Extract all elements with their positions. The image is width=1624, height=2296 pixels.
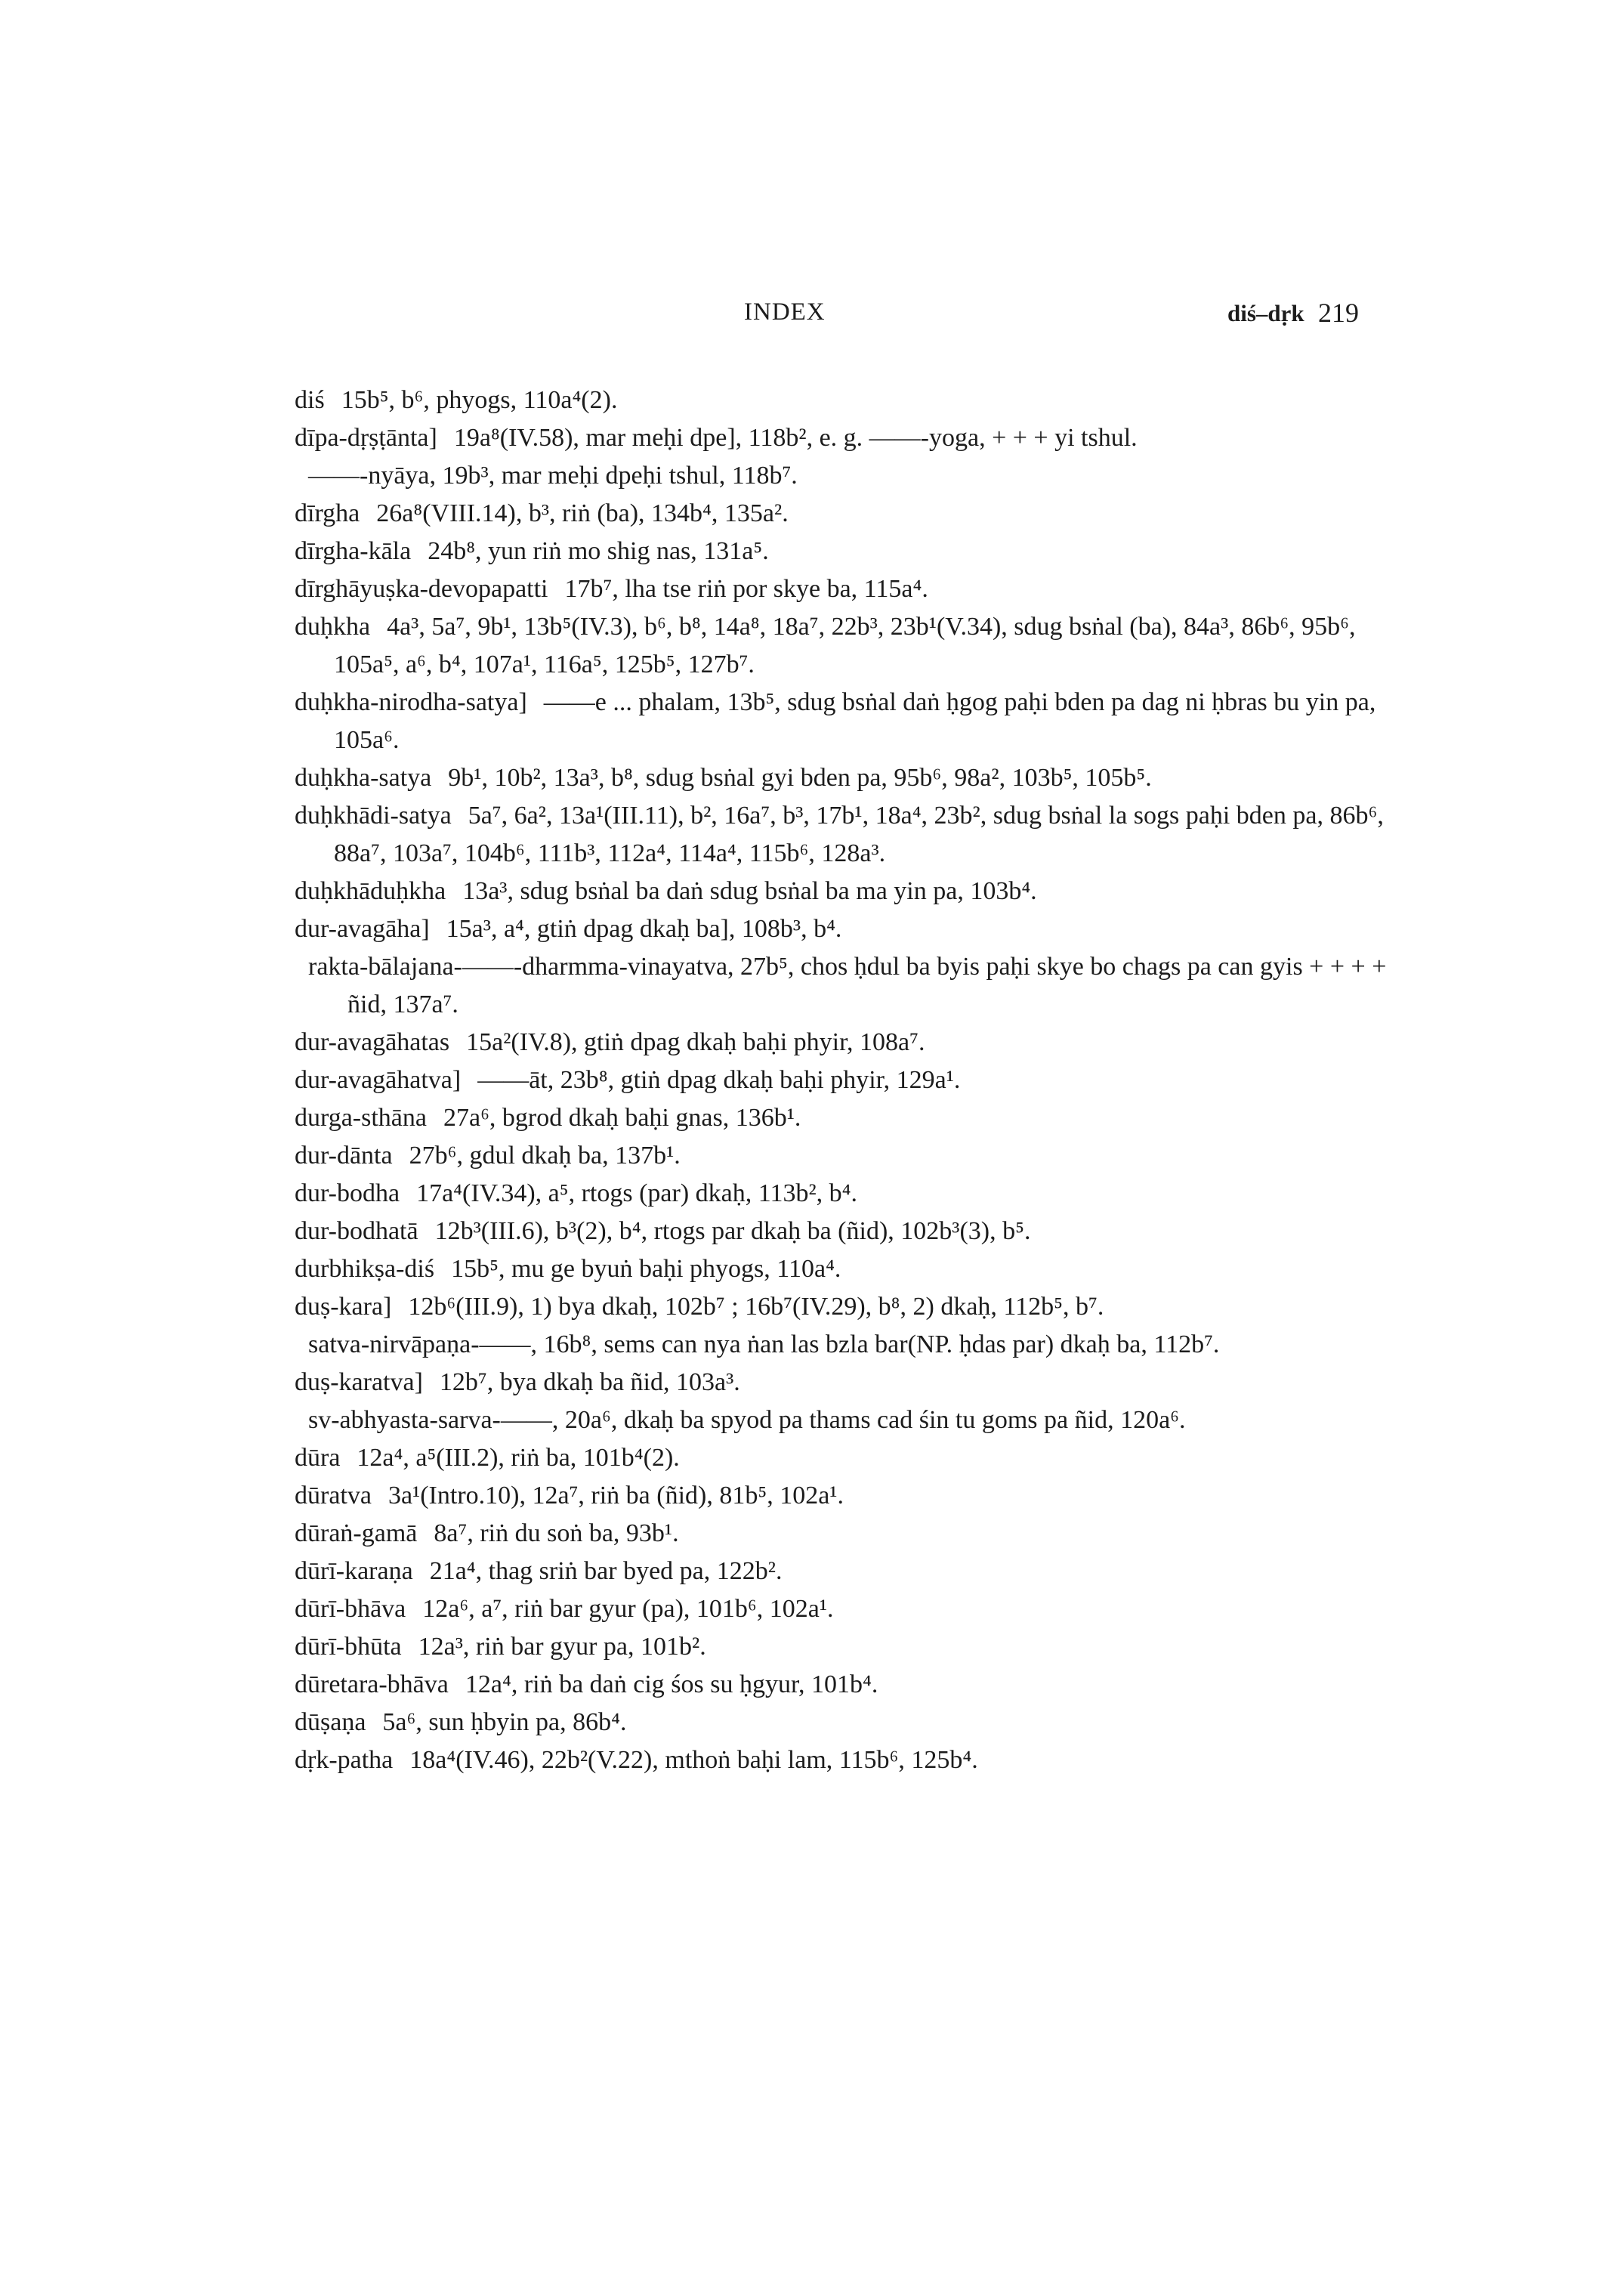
entry-references: 18a⁴(IV.46), 22b²(V.22), mthoṅ baḥi lam, 115b⁶, 125b⁴. (409, 1746, 978, 1774)
entry-headword: duṣ-karatva] (295, 1368, 423, 1396)
index-entry (295, 797, 1397, 873)
entry-references: 8a⁷, riṅ du soṅ ba, 93b¹. (434, 1519, 679, 1547)
index-entry (295, 1590, 1397, 1628)
entry-references: 27a⁶, bgrod dkaḥ baḥi gnas, 136b¹. (443, 1104, 801, 1132)
index-entry (295, 1288, 1397, 1326)
entry-references: 27b⁶, gdul dkaḥ ba, 137b¹. (409, 1142, 681, 1170)
entry-headword: duḥkha-satya (295, 764, 432, 792)
running-title: INDEX (744, 298, 826, 326)
index-entry (295, 910, 1397, 948)
entry-headword: dīrgha-kāla (295, 537, 412, 565)
entry-headword: dūretara-bhāva (295, 1670, 449, 1698)
index-subentry (295, 457, 1397, 495)
entry-references: 15b⁵, b⁶, phyogs, 110a⁴(2). (341, 386, 618, 414)
index-entry (295, 1213, 1397, 1250)
entry-references: 5a⁶, sun ḥbyin pa, 86b⁴. (382, 1708, 627, 1736)
entry-references: 24b⁸, yun riṅ mo shig nas, 131a⁵. (428, 537, 769, 565)
entry-references: 12b⁷, bya dkaḥ ba ñid, 103a³. (439, 1368, 740, 1396)
entry-references: 12a⁴, riṅ ba daṅ cig śos su ḥgyur, 101b⁴. (465, 1670, 878, 1698)
index-entry (295, 759, 1397, 797)
index-entry (295, 1250, 1397, 1288)
entry-headword: duḥkha (295, 613, 371, 641)
index-entry (295, 608, 1397, 684)
entry-headword: duṣ-kara] (295, 1293, 392, 1321)
entry-references: 21a⁴, thag sriṅ bar byed pa, 122b². (429, 1557, 783, 1585)
entry-references: 15a²(IV.8), gtiṅ dpag dkaḥ baḥi phyir, 108a⁷. (466, 1028, 925, 1056)
index-subentry (295, 948, 1397, 1024)
entry-references: ——āt, 23b⁸, gtiṅ dpag dkaḥ baḥi phyir, 129a¹. (477, 1066, 961, 1094)
index-entry (295, 873, 1397, 910)
index-entry (295, 1137, 1397, 1175)
index-entry (295, 1175, 1397, 1213)
entry-references: 15a³, a⁴, gtiṅ dpag dkaḥ ba], 108b³, b⁴. (446, 915, 842, 943)
entry-references: 3a¹(Intro.10), 12a⁷, riṅ ba (ñid), 81b⁵, 102a¹. (387, 1482, 844, 1510)
entry-headword: durbhikṣa-diś (295, 1255, 435, 1283)
entry-headword: dur-bodha (295, 1179, 400, 1207)
entry-references: 17a⁴(IV.34), a⁵, rtogs (par) dkaḥ, 113b², b⁴. (416, 1179, 858, 1207)
index-entry (295, 419, 1397, 457)
entry-references: sv-abhyasta-sarva-——, 20a⁶, dkaḥ ba spyod pa thams cad śin tu goms pa ñid, 120a⁶. (308, 1406, 1186, 1434)
index-entry (295, 684, 1397, 759)
entry-references: 19a⁸(IV.58), mar meḥi dpe], 118b², e. g. ——-yoga, + + + yi tshul. (453, 424, 1138, 452)
index-entries (295, 382, 1397, 1779)
entry-headword: duḥkhādi-satya (295, 802, 452, 830)
entry-headword: dur-avagāhatas (295, 1028, 450, 1056)
index-entry (295, 1477, 1397, 1515)
entry-references: ——e ... phalam, 13b⁵, sdug bsṅal daṅ ḥgog paḥi bden pa dag ni ḥbras bu yin pa, 105a⁶. (334, 688, 1376, 754)
index-entry (295, 495, 1397, 533)
index-entry (295, 1515, 1397, 1553)
index-entry (295, 570, 1397, 608)
index-entry (295, 382, 1397, 419)
entry-references: ——-nyāya, 19b³, mar meḥi dpeḥi tshul, 118b⁷. (308, 462, 798, 490)
entry-references: 9b¹, 10b², 13a³, b⁸, sdug bsṅal gyi bden pa, 95b⁶, 98a², 103b⁵, 105b⁵. (448, 764, 1152, 792)
entry-references: 26a⁸(VIII.14), b³, riṅ (ba), 134b⁴, 135a². (376, 499, 789, 527)
index-subentry (295, 1401, 1397, 1439)
index-entry (295, 1553, 1397, 1590)
entry-references: rakta-bālajana-——-dharmma-vinayatva, 27b⁵, chos ḥdul ba byis paḥi skye bo chags pa can gyis + + + + ñid, 137a⁷. (308, 953, 1387, 1018)
page-number: 219 (1318, 298, 1359, 328)
entry-headword: dūraṅ-gamā (295, 1519, 418, 1547)
index-entry (295, 1061, 1397, 1099)
entry-headword: dūra (295, 1444, 341, 1472)
entry-headword: dūrī-karaṇa (295, 1557, 413, 1585)
entry-headword: dūratva (295, 1482, 372, 1510)
index-entry (295, 1741, 1397, 1779)
entry-headword: durga-sthāna (295, 1104, 427, 1132)
entry-references: satva-nirvāpaṇa-——, 16b⁸, sems can nya ṅan las bzla bar(NP. ḥdas par) dkaḥ ba, 112b⁷. (308, 1330, 1220, 1358)
index-entry (295, 1099, 1397, 1137)
entry-references: 12a⁴, a⁵(III.2), riṅ ba, 101b⁴(2). (357, 1444, 680, 1472)
page-header (0, 298, 1624, 336)
entry-references: 15b⁵, mu ge byuṅ baḥi phyogs, 110a⁴. (451, 1255, 841, 1283)
entry-headword: duḥkha-nirodha-satya] (295, 688, 527, 716)
index-entry (295, 1364, 1397, 1401)
entry-headword: dūrī-bhāva (295, 1595, 406, 1623)
entry-headword: duḥkhāduḥkha (295, 877, 446, 905)
entry-references: 12b³(III.6), b³(2), b⁴, rtogs par dkaḥ ba (ñid), 102b³(3), b⁵. (434, 1217, 1031, 1245)
entry-range: diś–dṛk (1227, 300, 1304, 326)
entry-headword: dūṣaṇa (295, 1708, 366, 1736)
index-entry (295, 1024, 1397, 1061)
entry-references: 13a³, sdug bsṅal ba daṅ sdug bsṅal ba ma yin pa, 103b⁴. (462, 877, 1037, 905)
entry-headword: dur-dānta (295, 1142, 393, 1170)
index-entry (295, 1704, 1397, 1741)
index-entry (295, 1666, 1397, 1704)
entry-references: 5a⁷, 6a², 13a¹(III.11), b², 16a⁷, b³, 17b¹, 18a⁴, 23b², sdug bsṅal la sogs paḥi bden pa, 86b⁶, 88a⁷, 103a⁷, 104b⁶, 111b³, 112a⁴, 114a⁴, 115b⁶, 128a³. (334, 802, 1384, 867)
entry-headword: dur-bodhatā (295, 1217, 418, 1245)
entry-references: 12b⁶(III.9), 1) bya dkaḥ, 102b⁷ ; 16b⁷(IV.29), b⁸, 2) dkaḥ, 112b⁵, b⁷. (408, 1293, 1104, 1321)
entry-headword: dur-avagāha] (295, 915, 430, 943)
index-entry (295, 1439, 1397, 1477)
index-entry (295, 1628, 1397, 1666)
index-entry (295, 533, 1397, 570)
entry-headword: dūrī-bhūta (295, 1633, 402, 1661)
entry-headword: dīpa-dṛṣṭānta] (295, 424, 437, 452)
entry-references: 17b⁷, lha tse riṅ por skye ba, 115a⁴. (564, 575, 928, 603)
index-subentry (295, 1326, 1397, 1364)
entry-references: 12a³, riṅ bar gyur pa, 101b². (418, 1633, 706, 1661)
entry-references: 4a³, 5a⁷, 9b¹, 13b⁵(IV.3), b⁶, b⁸, 14a⁸, 18a⁷, 22b³, 23b¹(V.34), sdug bsṅal (ba), 84a³, 86b⁶, 95b⁶, 105a⁵, a⁶, b⁴, 107a¹, 116a⁵, 125b⁵, 127b⁷. (334, 613, 1356, 678)
entry-headword: diś (295, 386, 325, 414)
entry-references: 12a⁶, a⁷, riṅ bar gyur (pa), 101b⁶, 102a¹. (422, 1595, 834, 1623)
entry-headword: dīrgha (295, 499, 360, 527)
entry-headword: dīrghāyuṣka-devopapatti (295, 575, 548, 603)
entry-headword: dṛk-patha (295, 1746, 394, 1774)
entry-headword: dur-avagāhatva] (295, 1066, 462, 1094)
